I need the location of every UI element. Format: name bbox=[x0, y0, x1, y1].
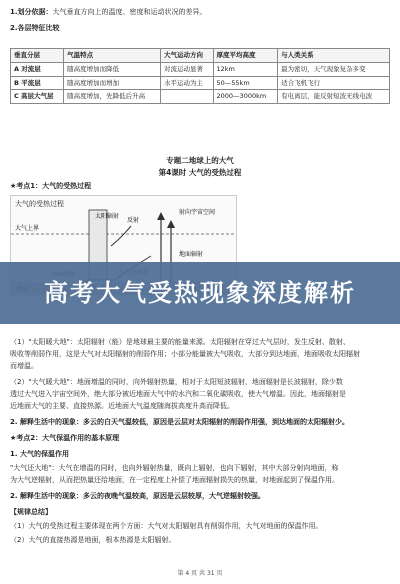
key-point-1-heading: ★考点1：大气的受热过程 bbox=[10, 182, 92, 190]
table-cell: 最为密切，天气现象复杂多变 bbox=[278, 62, 390, 76]
table-cell: 有电离层，能反射短波无线电波 bbox=[278, 90, 390, 104]
item-1 bbox=[10, 8, 390, 17]
body-line: "大气还大地"：大气在增温的同时，也向外辐射热量，既向上辐射，也向下辐射，其中大部分射向地面，称 bbox=[10, 464, 339, 472]
diagram-label-to-space: 射向宇宙空间 bbox=[179, 209, 216, 216]
body-line: 近地面大气的主要、直接热源。近地面大气温度随海拔高度升高而降低。 bbox=[10, 402, 234, 410]
body-line: （1）大气的受热过程主要体现在两个方面：大气对太阳辐射具有削弱作用，大气对地面的保温作用。 bbox=[10, 522, 323, 530]
summary-heading: 【规律总结】 bbox=[10, 508, 52, 516]
ground-radiation-arrow-head bbox=[157, 212, 165, 220]
diagram-caption: 大气的受热过程 bbox=[15, 200, 64, 208]
table-header-cell: 气温特点 bbox=[64, 49, 161, 63]
layer-comparison-table bbox=[10, 48, 390, 104]
diagram-label-solar: 太阳辐射 bbox=[95, 213, 120, 220]
table-header-cell: 厚度平均高度 bbox=[213, 49, 278, 63]
reflection-arrow bbox=[111, 226, 131, 246]
banner-title: 高考大气受热现象深度解析 bbox=[44, 278, 356, 307]
table-cell: C 高层大气层 bbox=[11, 90, 64, 104]
table-header-row bbox=[11, 49, 390, 63]
body-line: 为大气逆辐射，从而把热量还给地面，在一定程度上补偿了地面辐射损失的热量，对地面起到了保温作用。 bbox=[10, 476, 339, 484]
body-line: （1）"太阳暖大地"：太阳辐射（能）是地球最主要的能量来源。太阳辐射在穿过大气层时，发生反射、散射、 bbox=[10, 338, 350, 346]
table-row bbox=[11, 76, 390, 90]
table-row bbox=[11, 62, 390, 76]
table-cell: 随高度增加而降低 bbox=[64, 62, 161, 76]
item-2-heading: 2.各层特征比较 bbox=[10, 24, 60, 32]
table-cell: 随高度增加而增加 bbox=[64, 76, 161, 90]
table-header-cell: 大气运动方向 bbox=[161, 49, 213, 63]
table-cell: 适合飞机飞行 bbox=[278, 76, 390, 90]
diagram-label-ground-radiation: 地面辐射 bbox=[179, 251, 204, 258]
subheading: 1. 大气的保温作用 bbox=[10, 450, 69, 458]
title-banner bbox=[0, 262, 400, 324]
body-line: 2. 解释生活中的现象：多云的夜晚气温较高，原因是云层较厚，大气逆辐射较强。 bbox=[10, 492, 265, 500]
table-header-cell: 与人类关系 bbox=[278, 49, 390, 63]
space-radiation-arrow-head bbox=[167, 220, 175, 228]
table-row bbox=[11, 90, 390, 104]
table-cell: A 对流层 bbox=[11, 62, 64, 76]
lesson-title: 第4课时 大气的受热过程 bbox=[158, 168, 242, 177]
table-cell bbox=[161, 90, 213, 104]
diagram-label-reflection: 反射 bbox=[127, 217, 140, 224]
item-1-label: 1.划分依据： bbox=[10, 8, 53, 16]
table-cell: 2000—3000km bbox=[213, 90, 278, 104]
body-line: 透过大气进入宇宙空间外，绝大部分被近地面大气中的水汽和二氧化碳吸收，使大气增温。因此，地面辐射是 bbox=[10, 390, 346, 398]
body-line: （2）大气的直接热源是地面，根本热源是太阳辐射。 bbox=[10, 536, 176, 544]
table-cell: 水平运动为主 bbox=[161, 76, 213, 90]
table-cell: 随高度增加，先降低后升高 bbox=[64, 90, 161, 104]
table-cell: 12km bbox=[213, 62, 278, 76]
body-line: 吸收等削弱作用，这是大气对太阳辐射的削弱作用；小部分能量被大气吸收，大部分到达地面，地面吸收太阳辐射 bbox=[10, 350, 360, 358]
page-footer: 第 4 页 共 31 页 bbox=[177, 570, 223, 577]
table-cell: 对流运动显著 bbox=[161, 62, 213, 76]
diagram-label-upper-atmosphere: 大气上界 bbox=[15, 225, 40, 232]
topic-title: 专题二地球上的大气 bbox=[166, 156, 234, 165]
table-cell: 50—55km bbox=[213, 76, 278, 90]
table-header-cell: 垂直分层 bbox=[11, 49, 64, 63]
table-cell: B 平流层 bbox=[11, 76, 64, 90]
body-line: （2）"大气暖大地"：地面增温的同时，向外辐射热量，相对于太阳短波辐射，地面辐射是长波辐射，除少数 bbox=[10, 378, 343, 386]
body-line: 2. 解释生活中的现象：多云的白天气温较低，原因是云层对太阳辐射的削弱作用强，到达地面的太阳辐射少。 bbox=[10, 418, 349, 426]
key-point-2-heading: ★考点2：大气保温作用的基本原理 bbox=[10, 434, 120, 442]
body-line: 而增温。 bbox=[10, 362, 38, 370]
item-1-text: 大气垂直方向上的温度、密度和运动状况的差异。 bbox=[52, 8, 207, 16]
